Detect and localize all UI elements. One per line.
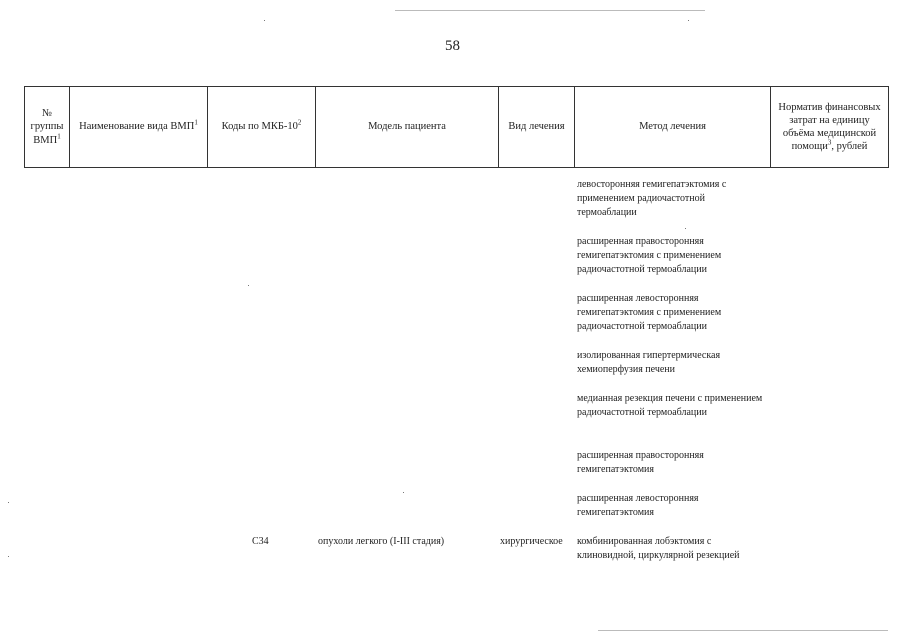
header-mkb-codes: Коды по МКБ-$10^2$ (208, 87, 316, 168)
method-item: расширенная правосторонняя гемигепатэктомия (577, 450, 704, 475)
scan-artifact (598, 630, 888, 631)
treatment-type: хирургическое (500, 536, 563, 547)
header-treatment-type: Вид лечения (499, 87, 575, 168)
scan-speck (685, 228, 686, 229)
method-item: комбинированная лобэктомия с клиновидной, циркулярной резекцией (577, 536, 740, 561)
method-item: расширенная левосторонняя гемигепатэктомия с применением радиочастотной термоаблации (577, 293, 722, 332)
scan-speck (248, 285, 249, 286)
header-patient-model: Модель пациента (316, 87, 499, 168)
header-group-number: № группы ВМП$^1$ (25, 87, 70, 168)
mkb-code: C34 (252, 536, 269, 547)
method-item: левосторонняя гемигепатэктомия с применением радиочастотной термоаблации (577, 179, 727, 218)
header-financial-norm: Норматив финансовых затрат на единицу объёма медицинской помощи$^3$, рублей (771, 87, 889, 168)
page-number: 58 (445, 38, 460, 54)
scan-speck (8, 502, 9, 503)
patient-model: опухоли легкого (I-III стадия) (318, 536, 445, 547)
scan-speck (264, 20, 265, 21)
header-treatment-method: Метод лечения (575, 87, 771, 168)
scan-speck (8, 556, 9, 557)
scan-artifact (395, 10, 705, 11)
table-header (24, 86, 889, 168)
method-item: расширенная правосторонняя гемигепатэктомия с применением радиочастотной термоаблации (577, 236, 722, 275)
method-item: расширенная левосторонняя гемигепатэктомия (577, 493, 699, 518)
scan-speck (403, 492, 404, 493)
method-item: медианная резекция печени с применением радиочастотной термоаблации (577, 393, 763, 418)
method-item: изолированная гипертермическая хемиоперфузия печени (577, 350, 721, 375)
header-vmp-name: Наименование вида ВМП$^1$ (70, 87, 208, 168)
scan-speck (688, 20, 689, 21)
